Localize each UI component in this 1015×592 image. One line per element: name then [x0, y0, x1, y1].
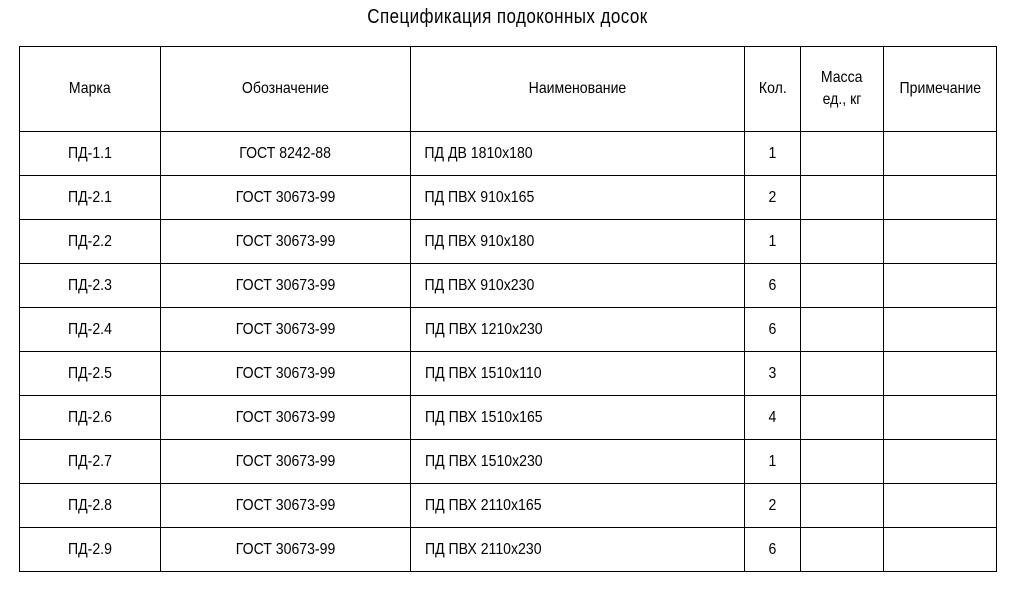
cell-note [884, 484, 997, 528]
cell-name: ПД ПВХ 910х230 [411, 264, 745, 308]
cell-qty: 3 [745, 352, 801, 396]
cell-name: ПД ПВХ 1510х110 [411, 352, 745, 396]
cell-mass [801, 308, 884, 352]
table-title: Спецификация подоконных досок [367, 6, 648, 28]
cell-mark: ПД-2.4 [20, 308, 161, 352]
cell-mass [801, 440, 884, 484]
table-row [20, 220, 997, 264]
table-row [20, 176, 997, 220]
cell-name: ПД ПВХ 1510х230 [411, 440, 745, 484]
table-row [20, 484, 997, 528]
cell-mark: ПД-2.8 [20, 484, 161, 528]
cell-note [884, 440, 997, 484]
cell-qty: 6 [745, 528, 801, 572]
cell-qty: 1 [745, 132, 801, 176]
cell-note [884, 132, 997, 176]
cell-note [884, 308, 997, 352]
cell-mark: ПД-2.9 [20, 528, 161, 572]
cell-mass [801, 528, 884, 572]
cell-qty: 2 [745, 484, 801, 528]
cell-designation: ГОСТ 30673-99 [161, 484, 411, 528]
column-header-name: Наименование [411, 47, 745, 132]
cell-designation: ГОСТ 30673-99 [161, 352, 411, 396]
cell-note [884, 528, 997, 572]
cell-mark: ПД-1.1 [20, 132, 161, 176]
table-row [20, 308, 997, 352]
table-row [20, 132, 997, 176]
table-row [20, 396, 997, 440]
cell-name: ПД ПВХ 2110х230 [411, 528, 745, 572]
cell-designation: ГОСТ 30673-99 [161, 440, 411, 484]
table-row [20, 352, 997, 396]
cell-mass [801, 220, 884, 264]
cell-name: ПД ПВХ 910х165 [411, 176, 745, 220]
cell-name: ПД ПВХ 2110х165 [411, 484, 745, 528]
cell-mark: ПД-2.6 [20, 396, 161, 440]
cell-mark: ПД-2.2 [20, 220, 161, 264]
cell-mass [801, 176, 884, 220]
cell-note [884, 220, 997, 264]
cell-mark: ПД-2.3 [20, 264, 161, 308]
cell-designation: ГОСТ 30673-99 [161, 176, 411, 220]
column-header-designation: Обозначение [161, 47, 411, 132]
cell-note [884, 264, 997, 308]
cell-qty: 1 [745, 220, 801, 264]
cell-mass [801, 264, 884, 308]
cell-qty: 1 [745, 440, 801, 484]
cell-note [884, 176, 997, 220]
cell-designation: ГОСТ 30673-99 [161, 220, 411, 264]
column-header-note: Примечание [884, 47, 997, 132]
cell-designation: ГОСТ 30673-99 [161, 264, 411, 308]
cell-mark: ПД-2.7 [20, 440, 161, 484]
table-header-row [20, 47, 997, 132]
cell-mass [801, 132, 884, 176]
table-row [20, 264, 997, 308]
cell-mass [801, 484, 884, 528]
column-header-mark: Марка [20, 47, 161, 132]
cell-mass [801, 396, 884, 440]
cell-mass [801, 352, 884, 396]
cell-designation: ГОСТ 30673-99 [161, 308, 411, 352]
cell-name: ПД ПВХ 1510х165 [411, 396, 745, 440]
cell-note [884, 396, 997, 440]
cell-name: ПД ПВХ 910х180 [411, 220, 745, 264]
cell-mark: ПД-2.1 [20, 176, 161, 220]
cell-qty: 2 [745, 176, 801, 220]
cell-qty: 6 [745, 308, 801, 352]
specification-table [19, 46, 997, 572]
cell-note [884, 352, 997, 396]
cell-designation: ГОСТ 8242-88 [161, 132, 411, 176]
table-row [20, 528, 997, 572]
column-header-qty: Кол. [745, 47, 801, 132]
cell-designation: ГОСТ 30673-99 [161, 396, 411, 440]
cell-qty: 4 [745, 396, 801, 440]
table-row [20, 440, 997, 484]
cell-name: ПД ДВ 1810х180 [411, 132, 745, 176]
cell-qty: 6 [745, 264, 801, 308]
cell-mark: ПД-2.5 [20, 352, 161, 396]
cell-name: ПД ПВХ 1210х230 [411, 308, 745, 352]
column-header-mass: Масса ед., кг [801, 47, 884, 132]
cell-designation: ГОСТ 30673-99 [161, 528, 411, 572]
